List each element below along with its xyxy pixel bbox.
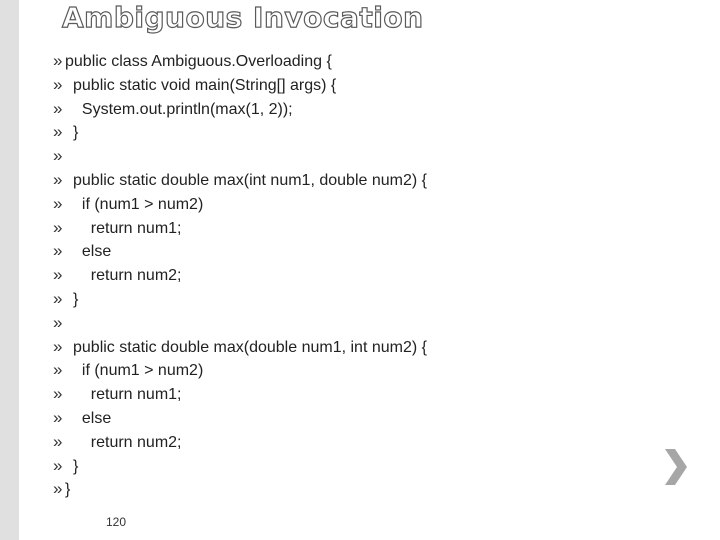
code-text: if (num1 > num2) (73, 195, 204, 213)
code-text: } (73, 457, 79, 475)
code-line (53, 430, 427, 454)
bullet-icon: » (53, 241, 63, 261)
bullet-icon: » (53, 384, 63, 404)
code-line (53, 239, 427, 263)
left-accent-bar (0, 0, 19, 540)
next-slide-button[interactable] (663, 447, 689, 487)
code-text: } (73, 290, 79, 308)
code-line (53, 335, 427, 359)
bullet-icon: » (53, 217, 63, 237)
bullet-icon: » (53, 169, 63, 189)
slide-title: Ambiguous Invocation (62, 1, 424, 34)
bullet-icon: » (53, 312, 63, 332)
code-line (53, 192, 427, 216)
bullet-icon: » (53, 146, 63, 166)
code-listing (53, 49, 427, 501)
code-line (53, 477, 427, 501)
code-line (53, 454, 427, 478)
code-line (53, 49, 427, 73)
code-text: return num1; (73, 386, 182, 404)
bullet-icon: » (53, 122, 63, 142)
code-line (53, 144, 427, 168)
code-text: else (73, 243, 112, 261)
code-text: } (65, 481, 71, 499)
code-line (53, 358, 427, 382)
code-line (53, 263, 427, 287)
code-line (53, 97, 427, 121)
code-text: public static double max(int num1, double num2) { (73, 171, 427, 189)
bullet-icon: » (53, 407, 63, 427)
chevron-right-icon (663, 447, 689, 487)
bullet-icon: » (53, 265, 63, 285)
code-text: public static void main(String[] args) { (73, 76, 337, 94)
code-text: public static double max(double num1, int num2) { (73, 338, 427, 356)
code-text: else (73, 409, 112, 427)
code-line (53, 73, 427, 97)
code-text: public class Ambiguous.Overloading { (65, 53, 332, 70)
code-line (53, 406, 427, 430)
bullet-icon: » (53, 193, 63, 213)
code-line (53, 382, 427, 406)
code-text: return num2; (73, 267, 182, 285)
code-text: System.out.println(max(1, 2)); (73, 100, 293, 118)
bullet-icon: » (53, 98, 63, 118)
code-line (53, 311, 427, 335)
code-line (53, 120, 427, 144)
bullet-icon: » (53, 455, 63, 475)
code-text: if (num1 > num2) (73, 362, 204, 380)
code-line (53, 287, 427, 311)
page-number: 120 (106, 515, 127, 529)
code-text: return num2; (73, 433, 182, 451)
bullet-icon: » (53, 51, 63, 70)
bullet-icon: » (53, 288, 63, 308)
code-line (53, 216, 427, 240)
code-line (53, 168, 427, 192)
bullet-icon: » (53, 336, 63, 356)
code-text: return num1; (73, 219, 182, 237)
code-text: } (73, 124, 79, 142)
bullet-icon: » (53, 360, 63, 380)
bullet-icon: » (53, 74, 63, 94)
bullet-icon: » (53, 431, 63, 451)
bullet-icon: » (53, 479, 63, 499)
